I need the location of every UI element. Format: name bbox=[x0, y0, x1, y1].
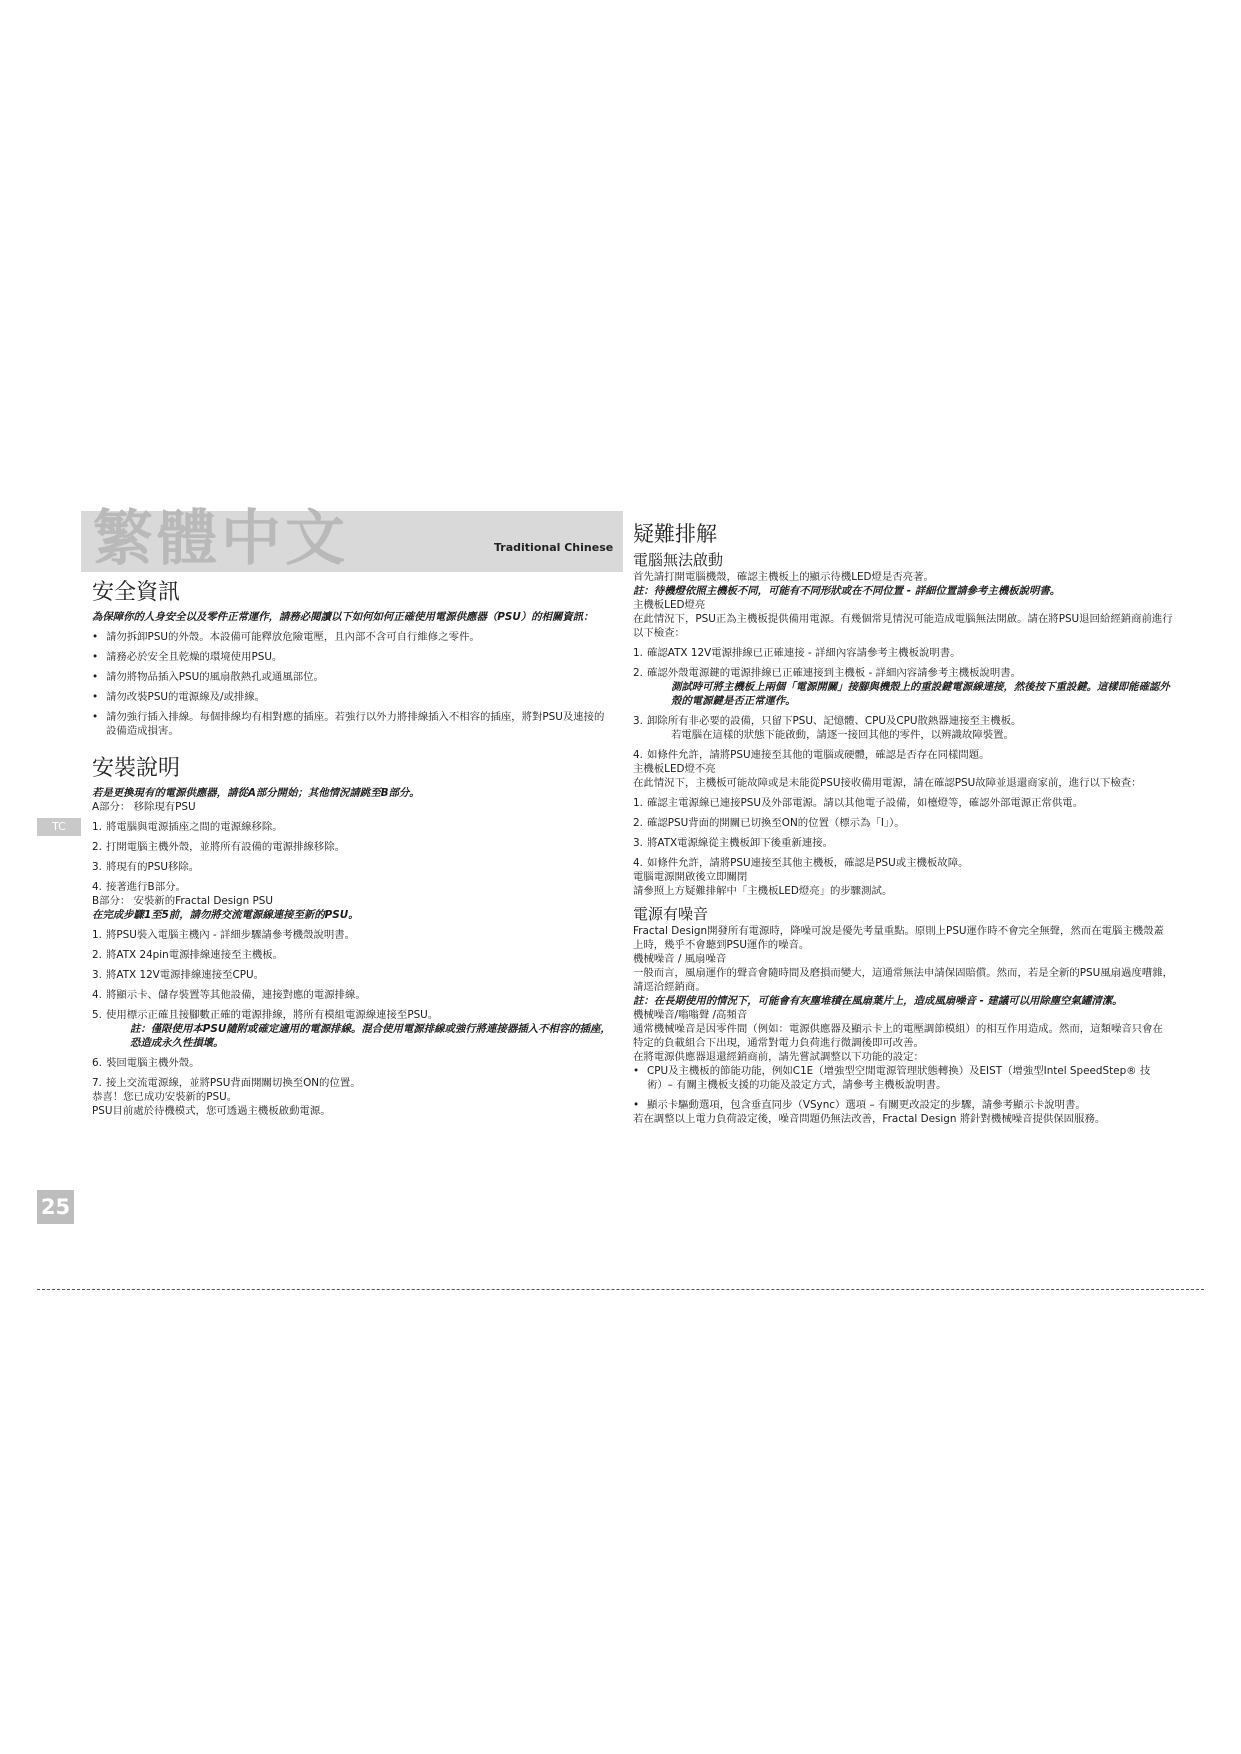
no-power-note: 註：待機燈依照主機板不同，可能有不同形狀或在不同位置 - 詳細位置請參考主機板說明書。 bbox=[633, 585, 1061, 597]
list-item: 2. 確認PSU背面的開關已切換至ON的位置（標示為「I」）。 bbox=[633, 817, 905, 829]
list-item: 1. 將電腦與電源插座之間的電源線移除。 bbox=[92, 821, 283, 833]
right-column bbox=[633, 524, 1173, 1126]
led-on-steps bbox=[633, 646, 1173, 762]
fan-noise-text: 一般而言，風扇運作的聲音會隨時間及磨損而變大，這通常無法申請保固賠償。然而，若是全新的PSU風扇過度嘈雜，請逕洽經銷商。 bbox=[633, 967, 1173, 993]
led-off-intro: 在此情況下，主機板可能故障或是未能從PSU接收備用電源，請在確認PSU故障並退還商家前，進行以下檢查： bbox=[633, 777, 1142, 789]
shutdown-title: 電腦電源開啟後立即關閉 bbox=[633, 871, 748, 883]
list-item: • 顯示卡驅動選項，包含垂直同步（VSync）選項 – 有關更改設定的步驟，請參考顯示卡說明書。 bbox=[633, 1099, 1086, 1111]
list-item: • 請勿強行插入排線。每個排線均有相對應的插座。若強行以外力將排線插入不相容的插座，將對PSU及連接的設備造成損害。 bbox=[92, 711, 605, 737]
step3-note: 若電腦在這樣的狀態下能啟動，請逐一接回其他的零件，以辨識故障裝置。 bbox=[671, 729, 1014, 741]
safety-intro: 為保障你的人身安全以及零件正常運作，請務必閱讀以下如何如何正確使用電源供應器（PSU）的相關資訊： bbox=[92, 611, 594, 623]
list-item: • 請勿將物品插入PSU的風扇散熱孔或通風部位。 bbox=[92, 671, 324, 683]
noise-title: 電源有噪音 bbox=[633, 905, 709, 923]
left-column bbox=[92, 578, 614, 1118]
list-item: 3. 將ATX 12V電源排線連接至CPU。 bbox=[92, 969, 265, 981]
install-title: 安裝說明 bbox=[92, 756, 181, 781]
list-item: • 請勿拆卸PSU的外殼。本設備可能釋放危險電壓，且內部不含可自行維修之零件。 bbox=[92, 631, 480, 643]
list-item: • 請勿改裝PSU的電源線及/或排線。 bbox=[92, 691, 266, 703]
standby-text: PSU目前處於待機模式，您可透過主機板啟動電源。 bbox=[92, 1105, 331, 1117]
list-item: 3. 將現有的PSU移除。 bbox=[92, 861, 200, 873]
list-item: 7. 接上交流電源線，並將PSU背面開關切換至ON的位置。 bbox=[92, 1077, 361, 1089]
troubleshooting-title: 疑難排解 bbox=[633, 522, 717, 546]
part-b-steps bbox=[92, 928, 614, 1090]
list-item: 4. 如條件允許，請將PSU連接至其他主機板，確認是PSU或主機板故障。 bbox=[633, 857, 969, 869]
language-title: 繁體中文 bbox=[93, 504, 349, 574]
fan-noise-title: 機械噪音 / 風扇噪音 bbox=[633, 953, 727, 965]
list-item: 4. 將顯示卡、儲存裝置等其他設備，連接對應的電源排線。 bbox=[92, 989, 366, 1001]
safety-title: 安全資訊 bbox=[92, 580, 181, 605]
list-item: 2. 確認外殼電源鍵的電源排線已正確連接到主機板 - 詳細內容請參考主機板說明書。 測試時可將主機板上兩個「電源開關」接腳與機殼上的重設鍵電源線連接，然後按下重設鍵。這樣即能確認外殼的電源鍵是否正常運作。 bbox=[633, 666, 1173, 708]
coil-noise-title: 機械噪音/嗡嗡聲 /高頻音 bbox=[633, 1009, 748, 1021]
list-item: 5. 使用標示正確且接腳數正確的電源排線，將所有模組電源線連接至PSU。 註：僅限使用本PSU隨附或確定適用的電源排線。混合使用電源排線或強行將連接器插入不相容的插座，恐造成永久性損壞。 bbox=[92, 1008, 614, 1050]
list-item: 6. 裝回電腦主機外殼。 bbox=[92, 1057, 200, 1069]
led-on-intro: 在此情況下，PSU正為主機板提供備用電源。有幾個常見情況可能造成電腦無法開啟。請在將PSU退回給經銷商前進行以下檢查： bbox=[633, 613, 1173, 639]
led-off-steps bbox=[633, 796, 1173, 870]
list-item: 1. 確認ATX 12V電源排線已正確連接 - 詳細內容請參考主機板說明書。 bbox=[633, 647, 961, 659]
no-power-intro: 首先請打開電腦機殼，確認主機板上的顯示待機LED燈是否亮著。 bbox=[633, 571, 934, 583]
adjust-list bbox=[633, 1064, 1173, 1112]
list-item: • 請務必於安全且乾燥的環境使用PSU。 bbox=[92, 651, 283, 663]
list-item: 2. 打開電腦主機外殼，並將所有設備的電源排線移除。 bbox=[92, 841, 345, 853]
led-on-title: 主機板LED燈亮 bbox=[633, 599, 706, 611]
safety-list bbox=[92, 630, 614, 738]
noise-closing: 若在調整以上電力負荷設定後，噪音問題仍無法改善，Fractal Design 將針對機械噪音提供保固服務。 bbox=[633, 1113, 1106, 1125]
noise-intro: Fractal Design開發所有電源時，降噪可說是優先考量重點。原則上PSU運作時不會完全無聲，然而在電腦主機殼蓋上時，幾乎不會聽到PSU運作的噪音。 bbox=[633, 925, 1164, 951]
no-power-title: 電腦無法啟動 bbox=[633, 551, 724, 569]
list-item: 2. 將ATX 24pin電源排線連接至主機板。 bbox=[92, 949, 284, 961]
language-subtitle: Traditional Chinese bbox=[494, 541, 614, 554]
coil-noise-text: 通常機械噪音是因零件間（例如：電源供應器及顯示卡上的電壓調節模組）的相互作用造成。然而，這類噪音只會在特定的負載組合下出現，通常對電力負荷進行微調後即可改善。 bbox=[633, 1023, 1163, 1049]
part-a-steps bbox=[92, 820, 614, 894]
list-item: 4. 接著進行B部分。 bbox=[92, 881, 186, 893]
shutdown-text: 請參照上方疑難排解中「主機板LED燈亮」的步驟測試。 bbox=[633, 885, 893, 897]
install-intro: 若是更換現有的電源供應器，請從A部分開始；其他情況請跳至B部分。 bbox=[92, 787, 420, 799]
page-number: 25 bbox=[37, 1190, 74, 1224]
adjust-intro: 在將電源供應器退還經銷商前，請先嘗試調整以下功能的設定： bbox=[633, 1051, 924, 1063]
list-item: 1. 將PSU裝入電腦主機內 - 詳細步驟請參考機殼說明書。 bbox=[92, 929, 356, 941]
step2-note: 測試時可將主機板上兩個「電源開關」接腳與機殼上的重設鍵電源線連接，然後按下重設鍵。這樣即能確認外殼的電源鍵是否正常運作。 bbox=[671, 681, 1170, 707]
list-item: 3. 將ATX電源線從主機板卸下後重新連接。 bbox=[633, 837, 834, 849]
part-a-title: A部分： 移除現有PSU bbox=[92, 801, 196, 813]
list-item: • CPU及主機板的節能功能，例如C1E（增強型空閒電源管理狀態轉換）及EIST（增強型Intel SpeedStep® 技術）– 有關主機板支援的功能及設定方式，請參考主機板說明書。 bbox=[633, 1065, 1151, 1091]
list-item: 1. 確認主電源線已連接PSU及外部電源。請以其他電子設備，如檯燈等，確認外部電源正常供電。 bbox=[633, 797, 1084, 809]
congrats-text: 恭喜！您已成功安裝新的PSU。 bbox=[92, 1091, 238, 1103]
part-b-title: B部分： 安裝新的Fractal Design PSU bbox=[92, 895, 274, 907]
cut-line bbox=[37, 1289, 1204, 1290]
fan-noise-note: 註：在長期使用的情況下，可能會有灰塵堆積在風扇葉片上，造成風扇噪音 - 建議可以用除塵空氣罐清潔。 bbox=[633, 995, 1123, 1007]
step5-note: 註：僅限使用本PSU隨附或確定適用的電源排線。混合使用電源排線或強行將連接器插入不相容的插座，恐造成永久性損壞。 bbox=[130, 1023, 611, 1049]
part-b-note: 在完成步驟1至5前，請勿將交流電源線連接至新的PSU。 bbox=[92, 909, 359, 921]
language-tab: TC bbox=[37, 818, 81, 836]
led-off-title: 主機板LED燈不亮 bbox=[633, 763, 716, 775]
list-item: 3. 卸除所有非必要的設備，只留下PSU、記憶體、CPU及CPU散熱器連接至主機板。 若電腦在這樣的狀態下能啟動，請逐一接回其他的零件，以辨識故障裝置。 bbox=[633, 714, 1173, 742]
list-item: 4. 如條件允許，請將PSU連接至其他的電腦或硬體，確認是否存在同樣問題。 bbox=[633, 749, 990, 761]
